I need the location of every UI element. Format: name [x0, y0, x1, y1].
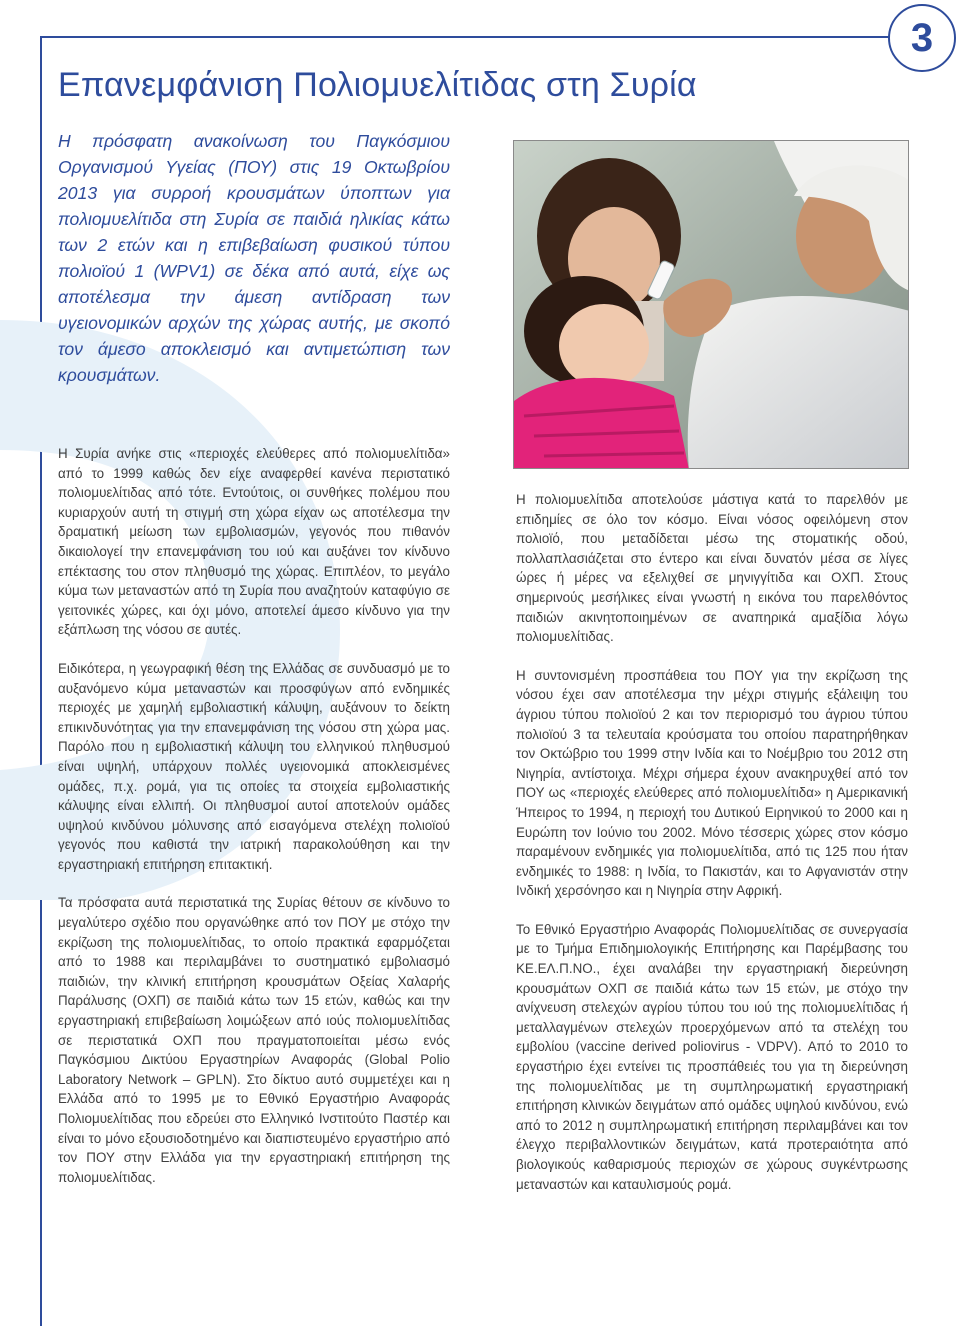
right-column: [516, 490, 908, 1213]
left-paragraph-3: Τα πρόσφατα αυτά περιστατικά της Συρίας θέτουν σε κίνδυνο το μεγαλύτερο σχέδιο που οργανώθηκε από τον ΠΟΥ με στόχο την εκρίζωση της πολιομυελίτιδας, το οποίο πρακτικά εφαρμόζεται από το 1988 και περιλαμβάνει το συστηματικό εμβολιασμό παιδιών, την κλινική επιτήρηση κρουσμάτων Οξείας Χαλαρής Παράλυσης (ΟΧΠ) σε παιδιά κάτω των 15 ετών, καθώς και την εργαστηριακή επιβεβαίωση λοιμώξεων από ιούς πολιομυελίτιδας σε περιστατικά ΟΧΠ που πραγματοποιείται μέσω ενός Παγκόσμιου Δικτύου Εργαστηρίων Αναφοράς (Global Polio Laboratory Network – GPLN). Στο δίκτυο αυτό συμμετέχει και η Ελλάδα από το 1995 με το Εθνικό Εργαστήριο Αναφοράς Πολιομυελίτιδας που εδρεύει στο Ελληνικό Ινστιτούτο Παστέρ και είναι το μόνο εξουσιοδοτημένο και διαπιστευμένο εργαστήριο από τον ΠΟΥ στην Ελλάδα για την εργαστηριακή επιτήρηση της πολιομυελίτιδας.: [58, 895, 450, 1185]
page-number-badge: 3: [888, 4, 956, 72]
right-paragraph-2: Η συντονισμένη προσπάθεια του ΠΟΥ για την εκρίζωση της νόσου έχει σαν αποτέλεσμα την μέχρι στιγμής εξάλειψη του άγριου τύπου πολιοϊού 2 και τον περιορισμό του άγριου τύπου πολιοϊού 3 τα τελευταία κρούσματα του οποίου παρατηρήθηκαν τον Οκτώβριο του 1999 στην Ινδία και το Νοέμβριο του 2012 στη Νιγηρία, αντίστοιχα. Μέχρι σήμερα έχουν ανακηρυχθεί από τον ΠΟΥ ως «περιοχές ελεύθερες από πολιομυελίτιδα» η Αμερικανική Ήπειρος το 1994, η περιοχή του Δυτικού Ειρηνικού το 2000 και η Ευρώπη τον Ιούνιο του 2002. Μόνο τέσσερις χώρες στον κόσμο παραμένουν ενδημικές για πολιομυελίτιδα, από τις 125 που ήταν ενδημικές το 1988: η Ινδία, το Πακιστάν, και το Αφγανιστάν στην Ινδική χερσόνησο και η Νιγηρία στην Αφρική.: [516, 667, 908, 899]
vaccination-photo-illustration: [514, 141, 909, 469]
intro-paragraph: Η πρόσφατη ανακοίνωση του Παγκόσμιου Οργανισμού Υγείας (ΠΟΥ) στις 19 Οκτωβρίου 2013 για συρροή κρουσμάτων ύποπτων για πολιομυελίτιδα στη Συρία σε παιδιά ηλικίας κάτω των 2 ετών και η επιβεβαίωση φυσικού τύπου πολιοϊού 1 (WPV1) σε δέκα από αυτά, είχε ως αποτέλεσμα την άμεση αντίδραση των υγειονομικών αρχών της χώρας αυτής, με σκοπό τον άμεσο αποκλεισμό και αντιμετώπιση των κρουσμάτων.: [58, 131, 450, 385]
page-title: Επανεμφάνιση Πολιομυελίτιδας στη Συρία: [58, 66, 697, 104]
vaccination-photo: [513, 140, 909, 469]
right-paragraph-1: Η πολιομυελίτιδα αποτελούσε μάστιγα κατά το παρελθόν με επιδημίες σε όλο τον κόσμο. Είναι νόσος οφειλόμενη στον πολιοϊό, που μεταδίδεται μέσω της στοματικής οδού, πολλαπλασιάζεται στο έντερο και είναι δυνατόν μέσα σε λίγες ώρες ή μέρες να εξελιχθεί σε μηνιγγίτιδα και ΟΧΠ. Στους σημερινούς μεσήλικες είναι γνωστή η εικόνα του παρελθόντος παιδιών ακινητοποιημένων σε αναπηρικά αμαξίδια λόγω πολιομυελίτιδας.: [516, 492, 908, 645]
left-paragraph-2: Ειδικότερα, η γεωγραφική θέση της Ελλάδας σε συνδυασμό με το αυξανόμενο κύμα μεταναστών και προσφύγων από ενδημικές περιοχές με χαμηλή εμβολιαστική κάλυψη, αυξάνουν το δείκτη επικινδυνότητας για την επανεμφάνιση της νόσου στη χώρα μας. Παρόλο που η εμβολιαστική κάλυψη του ελληνικού πληθυσμού είναι υψηλή, υπάρχουν πολλές υγειονομικά αποκλεισμένες ομάδες, π.χ. ρομά, για τις οποίες τα στοιχεία εμβολιαστικής κάλυψης είναι ελλιπή. Οι πληθυσμοί αυτοί αποτελούν ομάδες υψηλού κινδύνου μόλυνσης από εισαγόμενα στελέχη πολιοϊού γεγονός που καθιστά την ιατρική παρακολούθηση και την εργαστηριακή επιτήρηση επιτακτική.: [58, 660, 450, 872]
right-paragraph-3: Το Εθνικό Εργαστήριο Αναφοράς Πολιομυελίτιδας σε συνεργασία με το Τμήμα Επιδημιολογικής Επιτήρησης και Παρέμβασης του ΚΕ.ΕΛ.Π.ΝΟ., έχει αναλάβει την εργαστηριακή διερεύνηση κρουσμάτων ΟΧΠ σε παιδιά κάτω των 15 ετών, με στόχο την ανίχνευση στελεχών αγρίου τύπου του ιού της πολιομυελίτιδας ή μεταλλαγμένων στελεχών προερχόμενων από τα στελέχη του εμβολίου (vaccine derived poliovirus - VDPV). Από το 2010 το εργαστήριο έχει εντείνει τις προσπάθειές του για τη διερεύνηση της πολιομυελίτιδας με τη συμπληρωματική εργαστηριακή επιτήρηση κλινικών δειγμάτων από ομάδες υψηλού κινδύνου, ενώ από το 2012 η συμπληρωματική επιτήρηση περιλαμβάνει και τον έλεγχο περιβαλλοντικών δειγμάτων, κατά προτεραιότητα από βιολογικούς καθαρισμούς περιοχών σε χώρους συγκέντρωσης μεταναστών και καταυλισμούς ρομά.: [516, 921, 908, 1192]
left-paragraph-1: Η Συρία ανήκε στις «περιοχές ελεύθερες από πολιομυελίτιδα» από το 1999 καθώς δεν είχε αναφερθεί κανένα περιστατικό πολιομυελίτιδας από τότε. Εντούτοις, οι συνθήκες πολέμου που κυριαρχούν αυτή τη στιγμή στη χώρα είχαν ως αποτέλεσμα την δραματική μείωση των εμβολιασμών, γεγονός που πιθανόν δικαιολογεί την επανεμφάνιση του ιού και αυξάνει τον κίνδυνο επέκτασης του στον πληθυσμό της χώρας. Επιπλέον, το μεγάλο κύμα των μεταναστών από τη Συρία που αναζητούν καταφύγιο σε γειτονικές χώρες, και όχι μόνο, αποτελεί άμεσο κίνδυνο για την εξάπλωση της νόσου σε αυτές.: [58, 446, 450, 638]
left-column: [58, 444, 450, 1206]
